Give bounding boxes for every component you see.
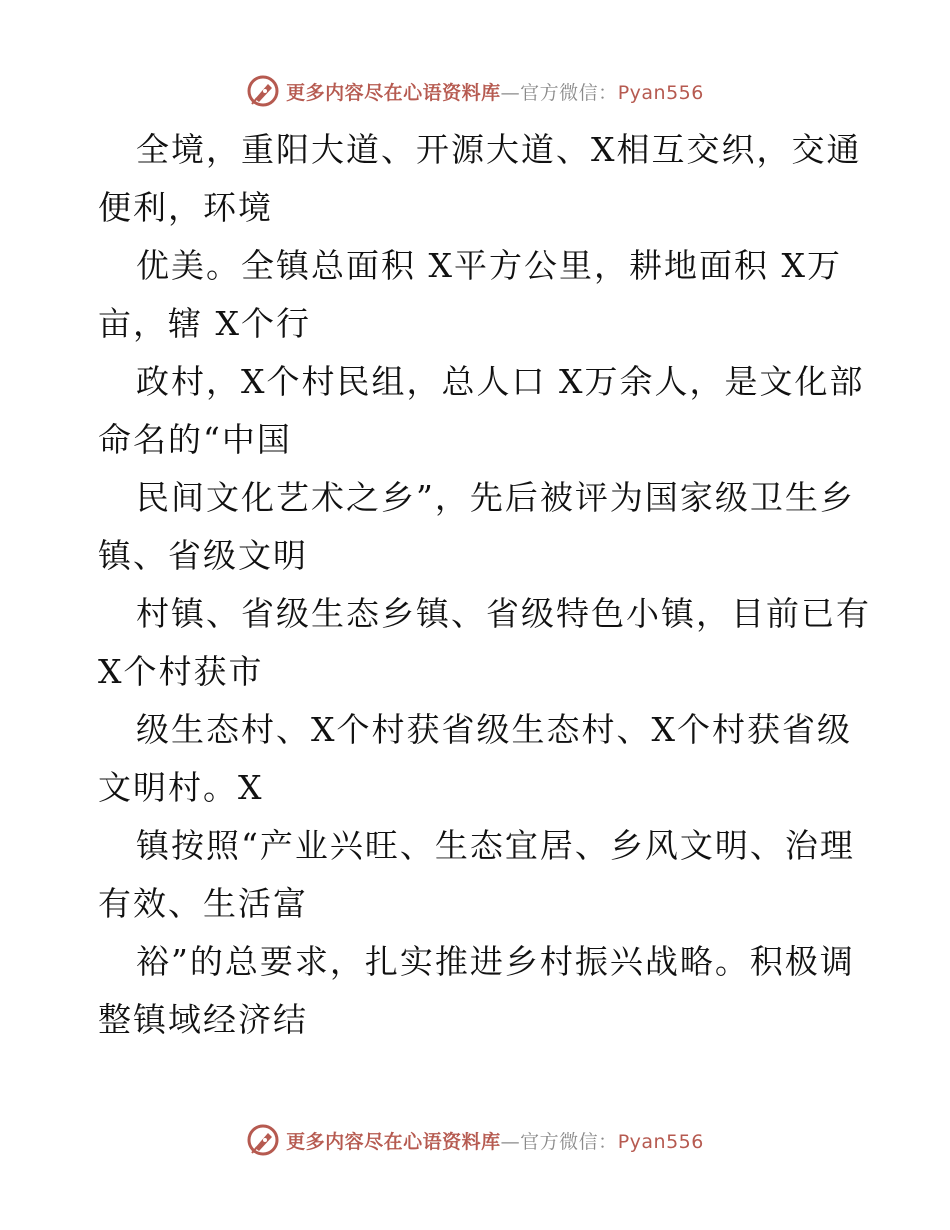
watermark-wechat-id: Pyan556 [617, 1130, 704, 1153]
paragraph [98, 817, 858, 933]
paragraph-line: 镇、省级文明 [98, 536, 308, 575]
pen-nib-logo-icon [246, 1123, 280, 1157]
watermark-separator: — [500, 81, 521, 104]
paragraph-line: 有效、生活富 [98, 884, 308, 923]
paragraph-line: 命名的“中国 [98, 420, 292, 459]
watermark-label: 官方微信： [520, 1130, 618, 1153]
paragraph [98, 121, 862, 237]
paragraph-line: 政村，X个村民组，总人口 X万余人，是文化部 [136, 362, 865, 401]
paragraph-line: 裕”的总要求，扎实推进乡村振兴战略。积极调 [136, 942, 855, 981]
watermark-site: 更多内容尽在心语资料库 [286, 81, 501, 104]
paragraph-line: 文明村。X [98, 768, 264, 807]
watermark-wechat-id: Pyan556 [617, 81, 704, 104]
paragraph-line: 亩，辖 X个行 [98, 304, 311, 343]
paragraph-line: 优美。全镇总面积 X平方公里，耕地面积 X万 [136, 246, 842, 285]
paragraph-line: 级生态村、X个村获省级生态村、X个村获省级 [136, 710, 852, 749]
paragraph [98, 933, 858, 1049]
document-body [98, 121, 871, 1049]
watermark-separator: — [500, 1130, 521, 1153]
paragraph-line: X个村获市 [98, 652, 264, 691]
paragraph [98, 701, 858, 817]
watermark-text [286, 1127, 704, 1154]
watermark-site: 更多内容尽在心语资料库 [286, 1130, 501, 1153]
paragraph-line: 全境，重阳大道、开源大道、X相互交织，交通 [136, 130, 862, 169]
paragraph [98, 237, 858, 353]
paragraph-line: 便利，环境 [98, 188, 273, 227]
watermark-text [286, 78, 704, 105]
footer-watermark [0, 1120, 950, 1160]
paragraph [98, 353, 865, 469]
header-watermark [0, 71, 950, 111]
watermark-label: 官方微信： [520, 81, 618, 104]
paragraph [98, 585, 871, 701]
paragraph-line: 整镇域经济结 [98, 1000, 308, 1039]
paragraph [98, 469, 858, 585]
paragraph-line: 村镇、省级生态乡镇、省级特色小镇，目前已有 [136, 594, 871, 633]
paragraph-line: 镇按照“产业兴旺、生态宜居、乡风文明、治理 [136, 826, 855, 865]
paragraph-line: 民间文化艺术之乡”，先后被评为国家级卫生乡 [136, 478, 855, 517]
pen-nib-logo-icon [246, 74, 280, 108]
